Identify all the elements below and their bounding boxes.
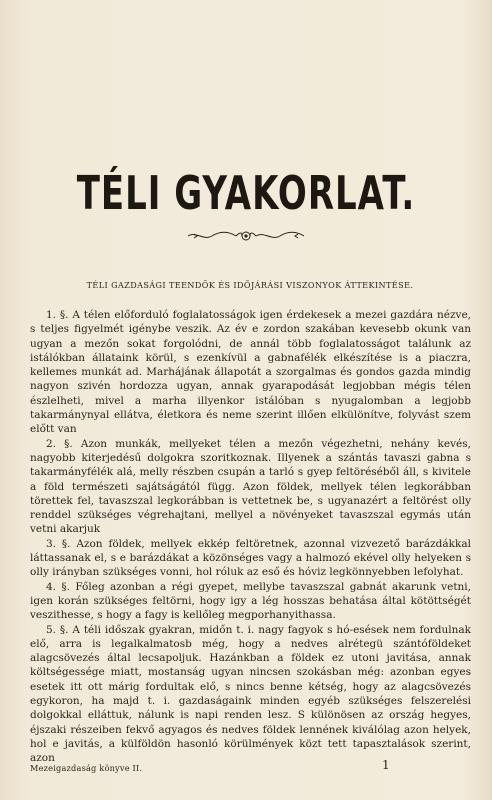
paragraph-2: 2. §. Azon munkák, mellyeket télen a mezőn végezhetni, nehány kevés, nagyobb kiterjedésű dolgokra szoritkoznak. Illyenek a szántás tavaszi gabna s takarmányfélék alá, melly részben csupán a tarló s gyep feltöréséből áll, s kivitele a föld természeti sajátságától függ. Azon földek, mellyek télen legkorábban törettek fel, tavaszszal legkorábban is vettetnek be, s ugyanazért a feltörést olly renddel szükséges végrehajtani, mellyel a növényeket tavaszszal egymás után vetni akarjuk (30, 437, 471, 536)
paragraph-3: 3. §. Azon földek, mellyek ekkép feltöretnek, azonnal vizvezető barázdákkal láttassanak el, s e barázdákat a közönséges vagy a halmozó ekével olly helyeken s olly irányban szükséges vonni, hol róluk az eső és hóviz legkönnyebben lefolyhat. (30, 537, 471, 579)
paragraph-1: 1. §. A télen előforduló foglalatosságok igen érdekesek a mezei gazdára nézve, s teljes figyelmét igénybe veszik. Az év e zordon szakában kevesebb okunk van ugyan a mezőn sokat forgolódni, de annál több foglalatosságot találunk az istálókban állataink körül, s ezenkívül a gabnafélék elkészítése is a piaczra, kellemes munkát ad. Marhájának állapotát a szorgalmas és gondos gazda mindig nagyon szivén hordozza ugyan, annak gyarapodását legjobban mégis télen észlelheti, mivel a marha illyenkor istálóban s nyugalomban a legjobb takarmánynyal ellátva, életkora és neme szerint illően elkülönítve, folyvást szem előtt van (30, 309, 471, 436)
ornament-divider (186, 229, 306, 243)
paragraph-5: 5. §. A téli időszak gyakran, midőn t. i. nagy fagyok s hó-esések nem fordulnak elő, arra is legalkalmatosb még, hogy a nedves alrétegü szántóföldeket alagcsövezés által lecsapoljuk. Hazánkban a földek ez utoni javitása, annak költségessége miatt, mostanság ugyan nincsen szokásban még: azonban egyes esetek itt ott márig fordultak elő, s nincs benne kétség, hogy az alagcsövezés egykoron, ha majd t. i. gazdaságaink minden egyéb szükséges felszerelési dolgokkal elláttuk, nálunk is napi renden lesz. S különösen az ország hegyes, éjszaki részeiben fekvő agyagos és nedves földek lennének kiválólag azon helyek, hol e javitás, a külföldön hasonló körülmények közt tett tapasztalások szerint, azon (30, 623, 471, 765)
page-title: TÉLI GYAKORLAT. (76, 167, 416, 221)
page-number: 1 (382, 758, 390, 772)
footer-signature: Mezeigazdaság könyve II. (30, 763, 143, 773)
paragraph-4: 4. §. Főleg azonban a régi gyepet, mellybe tavaszszal gabnát akarunk vetni, igen korán szükséges feltörni, hogy igy a lég hosszas behatása által kötöttségét veszithesse, s hogy a fagy is kellőleg megporhanyithassa. (30, 580, 471, 622)
section-subheading: TÉLI GAZDASÁGI TEENDŐK ÉS IDŐJÁRÁSI VISZONYOK ÁTTEKINTÉSE. (86, 280, 414, 290)
body-text (30, 308, 471, 766)
